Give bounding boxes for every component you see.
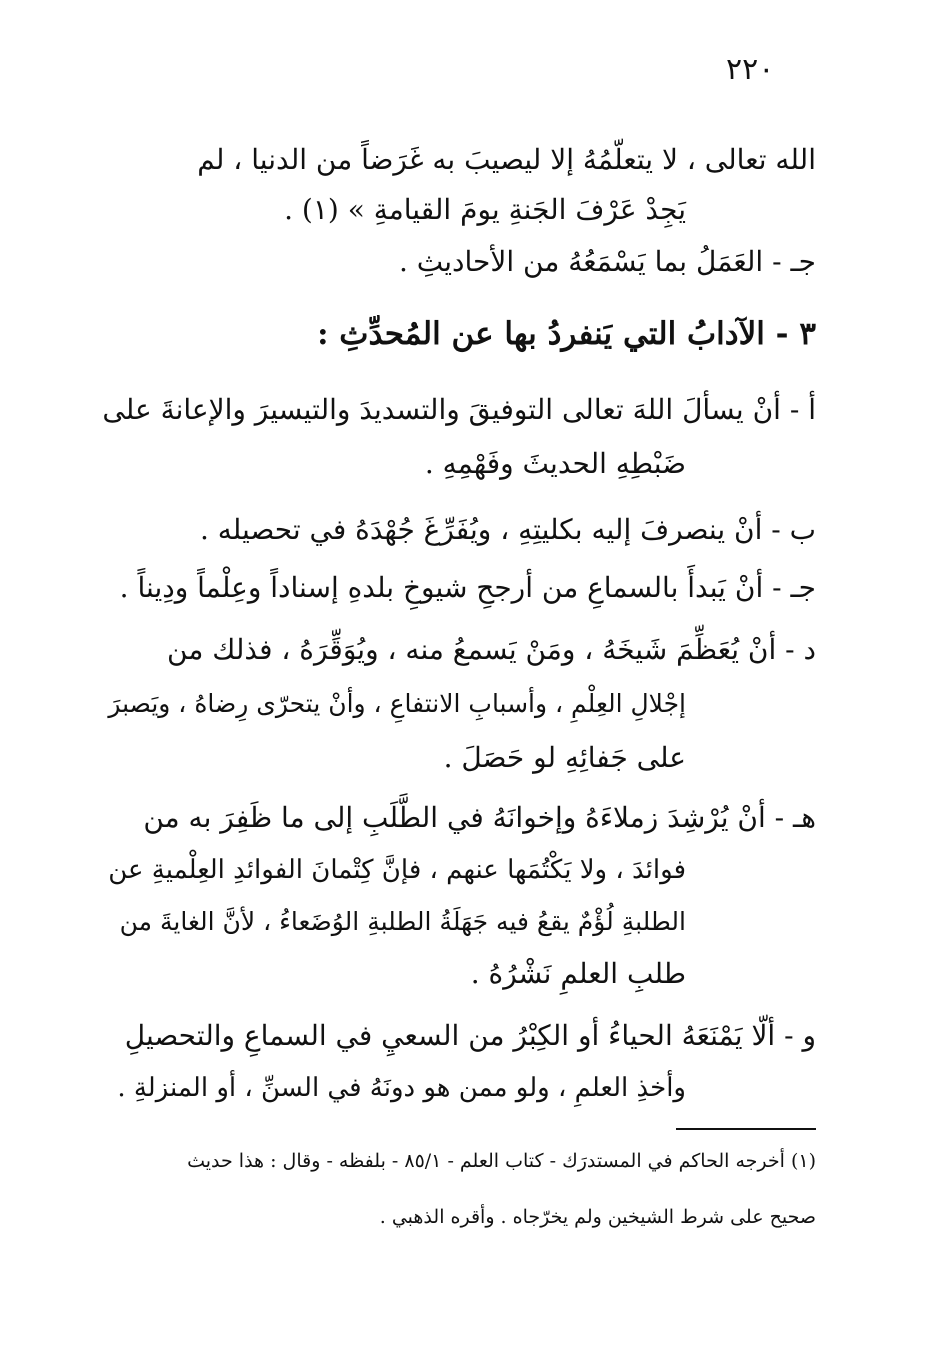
section-heading: ٣ - الآدابُ التي يَنفردُ بها عن المُحدِّثِ : [317,316,816,352]
item-c-line-1: جـ - أنْ يَبدأَ بالسماعِ من أرجحِ شيوخِ بلدهِ إسناداً وعِلْماً ودِيناً . [119,571,816,604]
item-w-line-2: وأخذِ العلمِ ، ولو ممن هو دونَهُ في السنِّ ، أو المنزلةِ . [117,1073,686,1103]
footnote-divider [676,1128,816,1130]
continuation-line-2: يَجِدْ عَرْفَ الجَنةِ يومَ القيامةِ » (١) . [284,193,686,226]
item-b-line-1: ب - أنْ ينصرفَ إليه بكليتِهِ ، ويُفَرِّغَ جُهْدَهُ في تحصيله . [199,513,816,546]
item-d-line-1: د - أنْ يُعَظِّمَ شَيخَهُ ، ومَنْ يَسمعُ منه ، ويُوَقِّرَهُ ، فذلك من [167,633,816,666]
item-d-line-2: إجْلالِ العِلْمِ ، وأسبابِ الانتفاعِ ، وأنْ يتحرّى رِضاهُ ، ويَصبرَ [108,689,686,718]
footnote-line-1: (١) أخرجه الحاكم في المستدرَك - كتاب العلم - ٨٥/١ - بلفظه - وقال : هذا حديث [187,1150,816,1172]
item-h-line-1: هـ - أنْ يُرْشِدَ زملاءَهُ وإخوانَهُ في الطَّلَبِ إلى ما ظَفِرَ به من [143,801,816,834]
item-w-line-1: و - ألّا يَمْنَعَهُ الحياءُ أو الكِبْرُ من السعيِ في السماعِ والتحصيلِ [124,1019,816,1052]
page-number: ٢٢٠ [726,52,775,87]
item-h-line-2: فوائدَ ، ولا يَكْتُمَها عنهم ، فإنَّ كِتْمانَ الفوائدِ العِلْميةِ عن [108,855,686,885]
item-h-line-4: طلبِ العلمِ نَشْرُهُ . [470,957,686,990]
item-a-line-1: أ - أنْ يسألَ اللهَ تعالى التوفيقَ والتسديدَ والتيسيرَ والإعانةَ على [102,393,816,426]
item-h-line-3: الطلبةِ لُؤْمٌ يقعُ فيه جَهَلَةُ الطلبةِ الوُضَعاءُ ، لأنَّ الغايةَ من [119,907,686,936]
item-d-line-3: على جَفائِهِ لو حَصَلَ . [443,741,686,774]
continuation-line-3: جـ - العَمَلُ بما يَسْمَعُهُ من الأحاديثِ . [398,245,816,278]
footnote-line-2: صحيح على شرط الشيخين ولم يخرّجاه . وأقره الذهبي . [379,1206,816,1228]
continuation-line-1: الله تعالى ، لا يتعلّمُهُ إلا ليصيبَ به غَرَضاً من الدنيا ، لم [197,143,816,176]
item-a-line-2: ضَبْطِهِ الحديثَ وفَهْمِهِ . [424,447,686,480]
